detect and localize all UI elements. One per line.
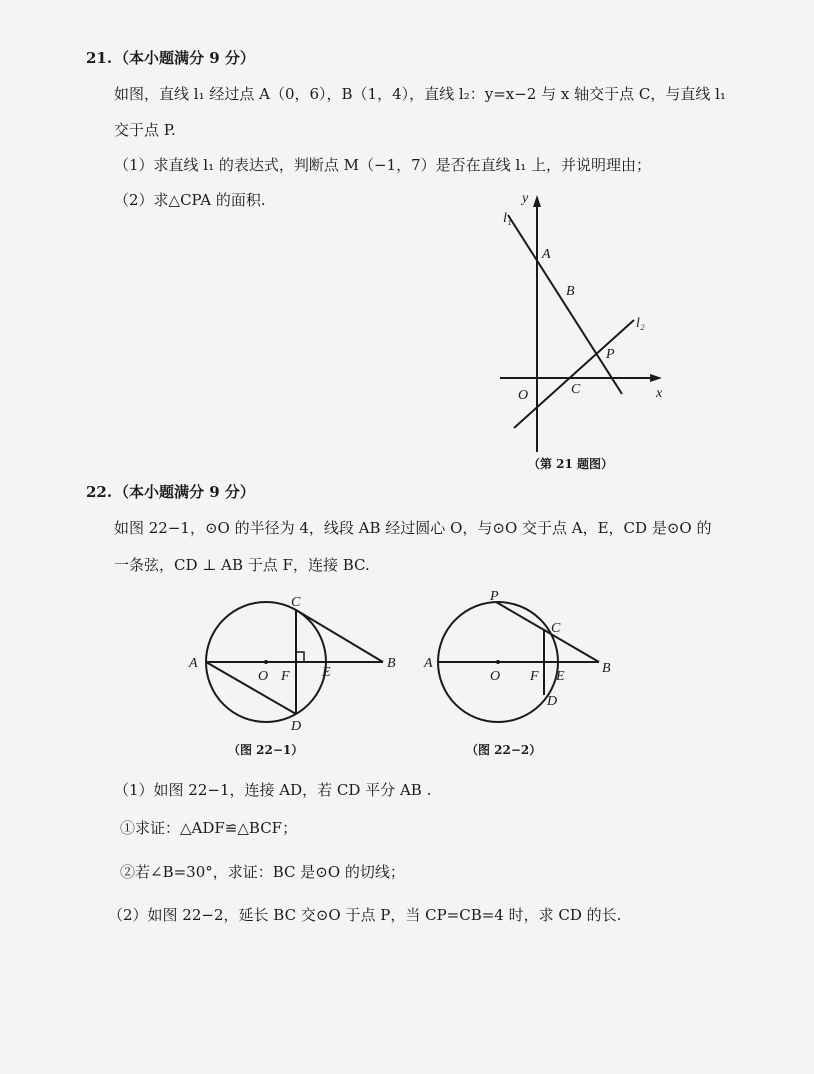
figure-22-2-caption: （图 22−2） [466, 743, 542, 757]
f2-label-b: B [602, 661, 611, 676]
q21-heading: （本小题满分 9 分） [114, 49, 255, 67]
label-x: x [656, 386, 663, 401]
figure-22-1-caption: （图 22−1） [228, 743, 304, 757]
q22-stem-line1: 如图 22−1，⊙O 的半径为 4，线段 AB 经过圆心 O，与⊙O 交于点 A，E，CD 是⊙O 的 [114, 519, 712, 537]
label-a: A [542, 247, 551, 262]
q22-number: 22. [86, 483, 113, 501]
f1-label-c: C [291, 595, 301, 610]
secant-bp [496, 602, 599, 662]
q21-stem-line1: 如图，直线 l₁ 经过点 A（0，6），B（1，4），直线 l₂：y=x−2 与 x 轴交于点 C，与直线 l₁ [114, 85, 726, 103]
q22-heading: （本小题满分 9 分） [114, 483, 255, 501]
q22-part2: （2）如图 22−2，延长 BC 交⊙O 于点 P，当 CP=CB=4 时，求 CD 的长. [108, 906, 622, 924]
q22-part1b: ②若∠B=30°，求证：BC 是⊙O 的切线； [120, 863, 405, 881]
label-y: y [522, 191, 529, 206]
q22-part1: （1）如图 22−1，连接 AD，若 CD 平分 AB . [114, 781, 432, 799]
f2-label-c: C [551, 621, 561, 636]
f2-label-e: E [556, 669, 565, 684]
f1-label-e: E [322, 665, 331, 680]
label-o: O [518, 388, 529, 403]
label-l1: l₁ [503, 211, 512, 226]
f1-label-a: A [189, 656, 198, 671]
q22-part1a: ①求证：△ADF≌△BCF； [120, 819, 298, 837]
f1-label-d: D [291, 719, 302, 734]
q21-part1: （1）求直线 l₁ 的表达式，判断点 M（−1，7）是否在直线 l₁ 上，并说明理由； [114, 156, 652, 174]
q21-part2: （2）求△CPA 的面积. [114, 191, 266, 209]
f1-label-b: B [387, 656, 396, 671]
q22-stem-line2: 一条弦，CD ⊥ AB 于点 F，连接 BC. [114, 556, 370, 574]
f2-label-o: O [490, 669, 501, 684]
label-b: B [566, 284, 575, 299]
q21-figure-caption: （第 21 题图） [528, 457, 614, 471]
q21-number: 21. [86, 49, 113, 67]
f1-label-o: O [258, 669, 269, 684]
f2-label-p: P [490, 589, 499, 604]
label-c: C [571, 382, 581, 397]
f2-label-a: A [424, 656, 433, 671]
f2-label-f: F [530, 669, 539, 684]
q21-stem-line2: 交于点 P. [114, 121, 176, 139]
label-p: P [606, 347, 615, 362]
label-l2: l₂ [636, 316, 645, 331]
f1-label-f: F [281, 669, 290, 684]
f2-label-d: D [547, 694, 558, 709]
